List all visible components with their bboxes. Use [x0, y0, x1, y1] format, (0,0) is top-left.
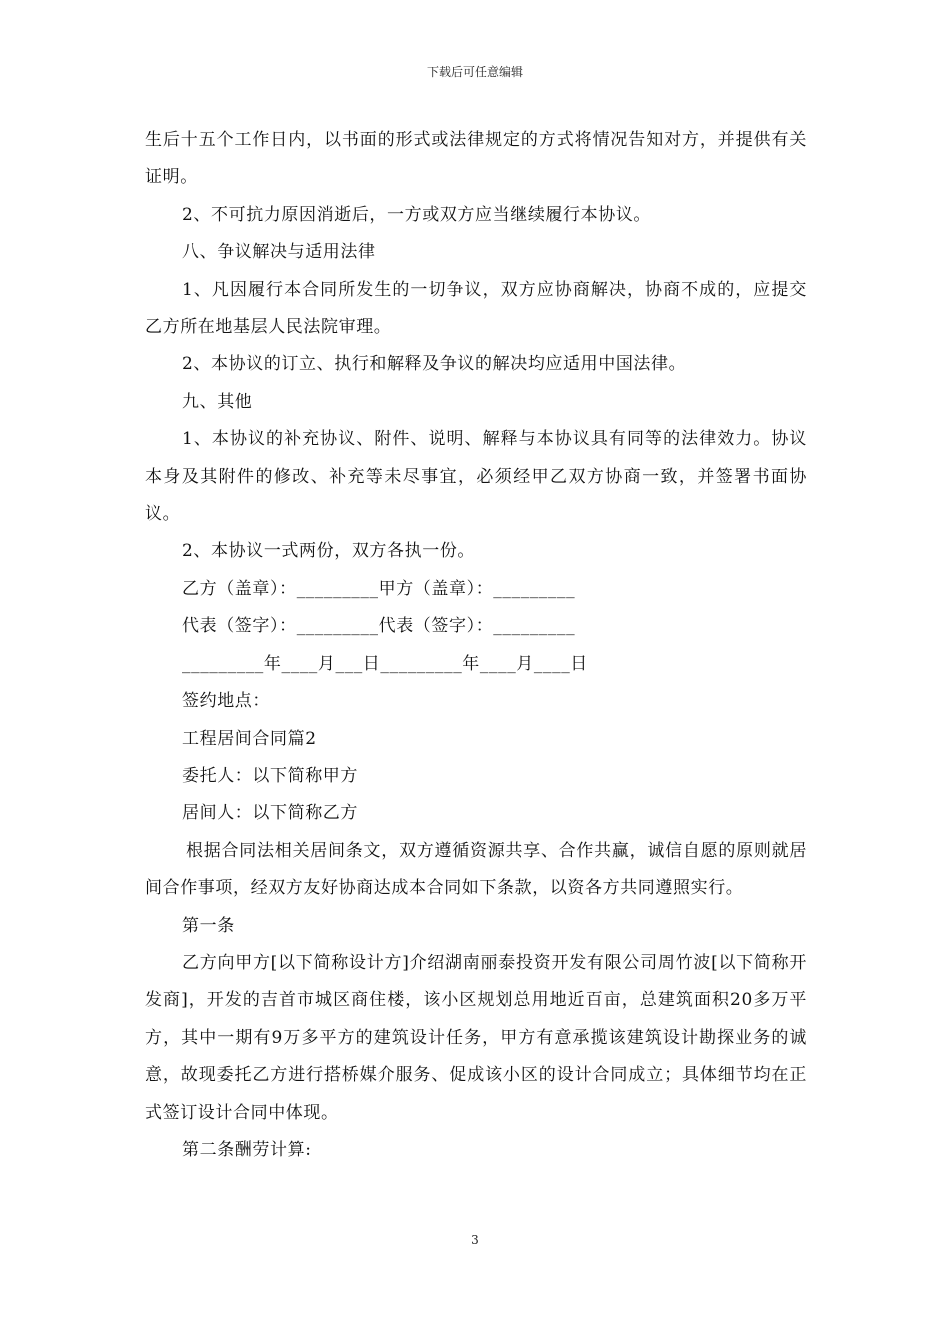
section-heading: 九、其他 — [182, 391, 253, 412]
page-header: 下载后可任意编辑 — [426, 65, 523, 79]
document-body — [145, 122, 807, 1169]
paragraph: 根据合同法相关居间条文，双方遵循资源共享、合作共赢，诚信自愿的原则就居间合作事项，经双方友好协商达成本合同如下条款，以资各方共同遵照实行。 — [145, 840, 807, 899]
article-heading: 第二条酬劳计算: — [182, 1139, 312, 1160]
page-number: 3 — [471, 1233, 479, 1247]
section-heading: 八、争议解决与适用法律 — [182, 242, 376, 263]
paragraph: 1、凡因履行本合同所发生的一切争议，双方应协商解决，协商不成的，应提交乙方所在地基层人民法院审理。 — [145, 279, 807, 338]
article-heading: 第一条 — [182, 915, 235, 936]
paragraph: 2、不可抗力原因消逝后，一方或双方应当继续履行本协议。 — [182, 204, 652, 225]
paragraph: 2、本协议一式两份，双方各执一份。 — [182, 541, 476, 562]
paragraph: 乙方向甲方[以下简称设计方]介绍湖南丽泰投资开发有限公司周竹波[以下简称开发商]，开发的吉首市城区商住楼，该小区规划总用地近百亩，总建筑面积20多万平方，其中一期有9万多平方的建筑设计任务，甲方有意承揽该建筑设计勘探业务的诚意，故现委托乙方进行搭桥媒介服务、促成该小区的设计合同成立；具体细节均在正式签订设计合同中体现。 — [145, 952, 807, 1123]
paragraph: 1、本协议的补充协议、附件、说明、解释与本协议具有同等的法律效力。协议本身及其附件的修改、补充等未尽事宜，必须经甲乙双方协商一致，并签署书面协议。 — [145, 429, 807, 525]
paragraph: 2、本协议的订立、执行和解释及争议的解决均应适用中国法律。 — [182, 354, 687, 375]
contract-title: 工程居间合同篇2 — [182, 728, 317, 749]
paragraph: 生后十五个工作日内，以书面的形式或法律规定的方式将情况告知对方，并提供有关证明。 — [145, 130, 807, 188]
signature-line: 乙方（盖章）：_________甲方（盖章）：_________ — [182, 578, 576, 599]
party-line: 居间人：以下简称乙方 — [182, 803, 358, 824]
signature-line: 代表（签字）：_________代表（签字）：_________ — [182, 616, 576, 637]
party-line: 委托人：以下简称甲方 — [182, 765, 358, 786]
signing-location: 签约地点： — [182, 691, 270, 712]
date-line: _________年____月___日_________年____月____日 — [182, 653, 588, 674]
